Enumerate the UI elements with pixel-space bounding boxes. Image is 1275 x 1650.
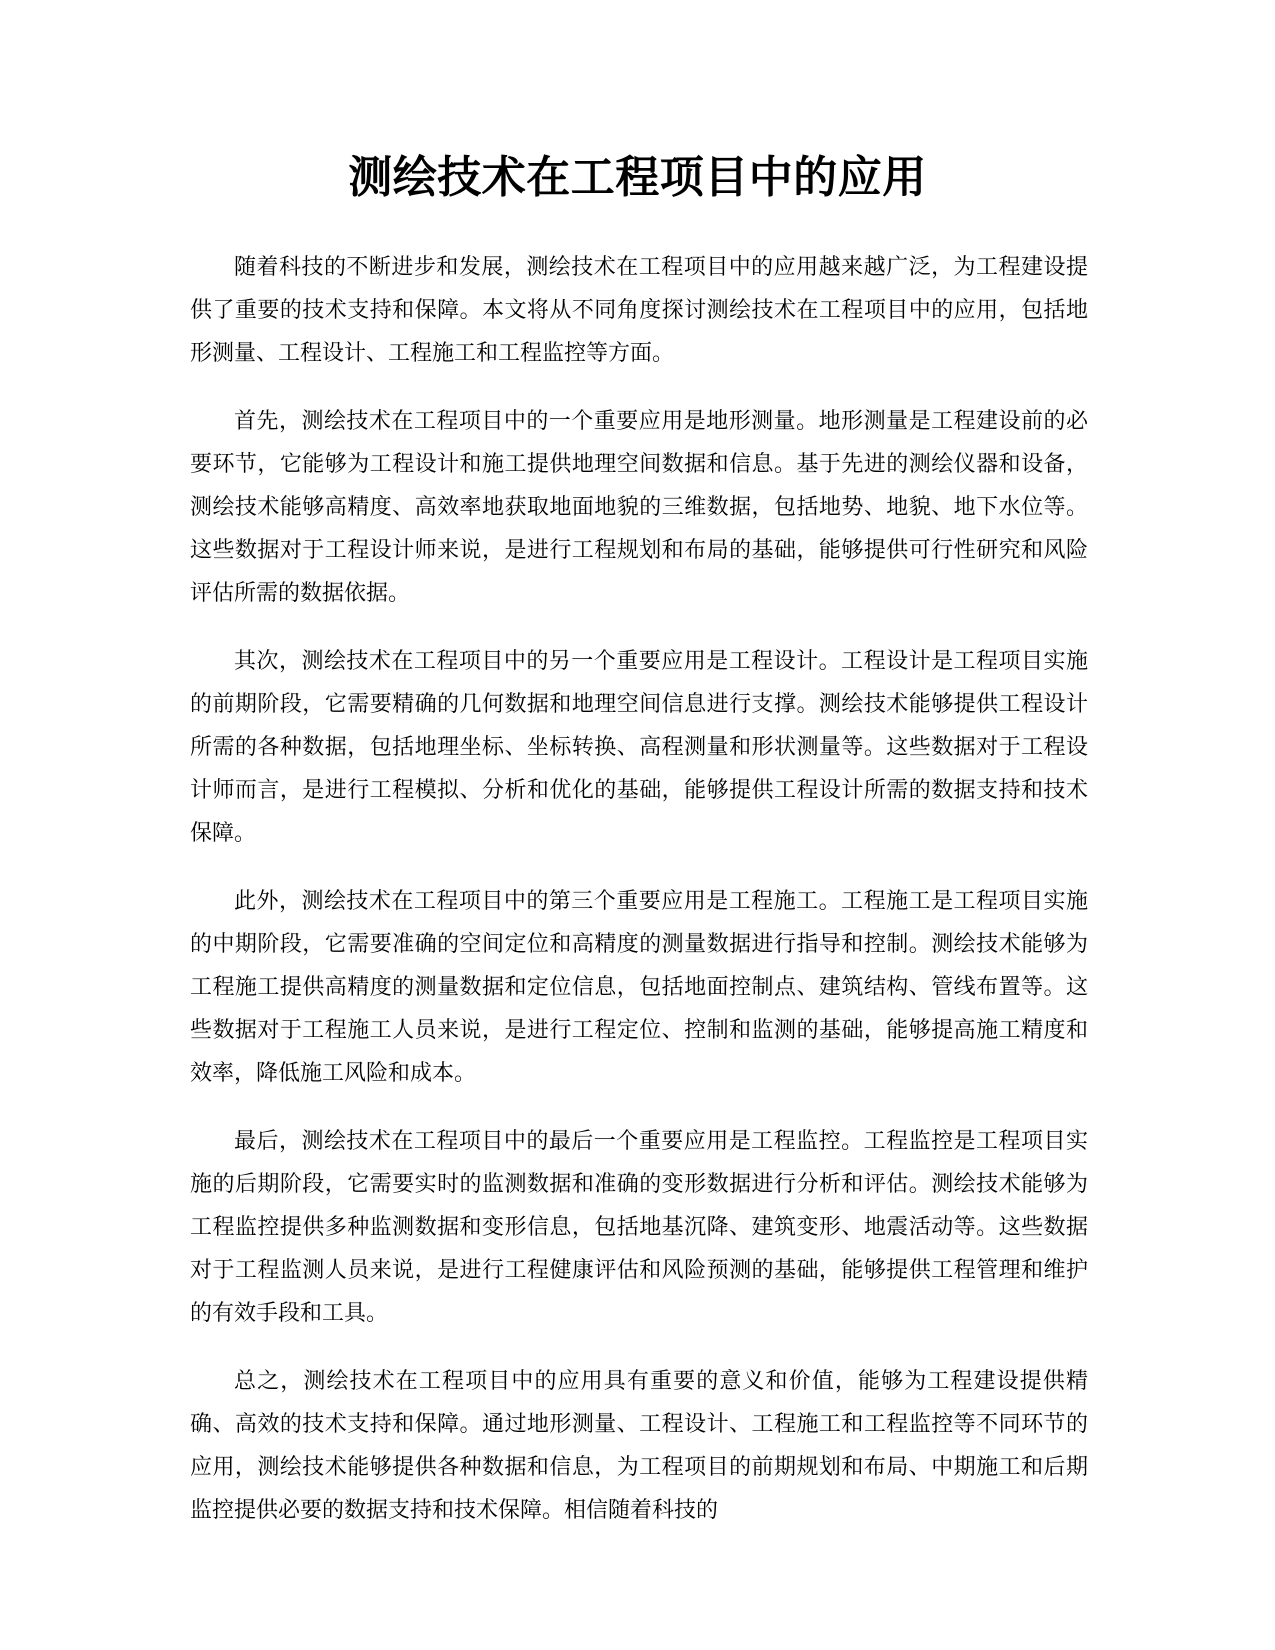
- paragraph-conclusion: 总之，测绘技术在工程项目中的应用具有重要的意义和价值，能够为工程建设提供精确、高效的技术支持和保障。通过地形测量、工程设计、工程施工和工程监控等不同环节的应用，测绘技术能够提供各种数据和信息，为工程项目的前期规划和布局、中期施工和后期监控提供必要的数据支持和技术保障。相信随着科技的: [190, 1369, 1088, 1523]
- paragraph-construction: 此外，测绘技术在工程项目中的第三个重要应用是工程施工。工程施工是工程项目实施的中期阶段，它需要准确的空间定位和高精度的测量数据进行指导和控制。测绘技术能够为工程施工提供高精度的测量数据和定位信息，包括地面控制点、建筑结构、管线布置等。这些数据对于工程施工人员来说，是进行工程定位、控制和监测的基础，能够提高施工精度和效率，降低施工风险和成本。: [190, 889, 1088, 1086]
- document-body: [190, 246, 1088, 1532]
- paragraph-engineering-design: 其次，测绘技术在工程项目中的另一个重要应用是工程设计。工程设计是工程项目实施的前期阶段，它需要精确的几何数据和地理空间信息进行支撑。测绘技术能够提供工程设计所需的各种数据，包括地理坐标、坐标转换、高程测量和形状测量等。这些数据对于工程设计师而言，是进行工程模拟、分析和优化的基础，能够提供工程设计所需的数据支持和技术保障。: [190, 649, 1088, 846]
- paragraph-intro: 随着科技的不断进步和发展，测绘技术在工程项目中的应用越来越广泛，为工程建设提供了重要的技术支持和保障。本文将从不同角度探讨测绘技术在工程项目中的应用，包括地形测量、工程设计、工程施工和工程监控等方面。: [190, 255, 1088, 366]
- paragraph-topographic-survey: 首先，测绘技术在工程项目中的一个重要应用是地形测量。地形测量是工程建设前的必要环节，它能够为工程设计和施工提供地理空间数据和信息。基于先进的测绘仪器和设备，测绘技术能够高精度、高效率地获取地面地貌的三维数据，包括地势、地貌、地下水位等。这些数据对于工程设计师来说，是进行工程规划和布局的基础，能够提供可行性研究和风险评估所需的数据依据。: [190, 409, 1088, 606]
- paragraph-monitoring: 最后，测绘技术在工程项目中的最后一个重要应用是工程监控。工程监控是工程项目实施的后期阶段，它需要实时的监测数据和准确的变形数据进行分析和评估。测绘技术能够为工程监控提供多种监测数据和变形信息，包括地基沉降、建筑变形、地震活动等。这些数据对于工程监测人员来说，是进行工程健康评估和风险预测的基础，能够提供工程管理和维护的有效手段和工具。: [190, 1129, 1088, 1326]
- document-title: 测绘技术在工程项目中的应用: [348, 152, 927, 203]
